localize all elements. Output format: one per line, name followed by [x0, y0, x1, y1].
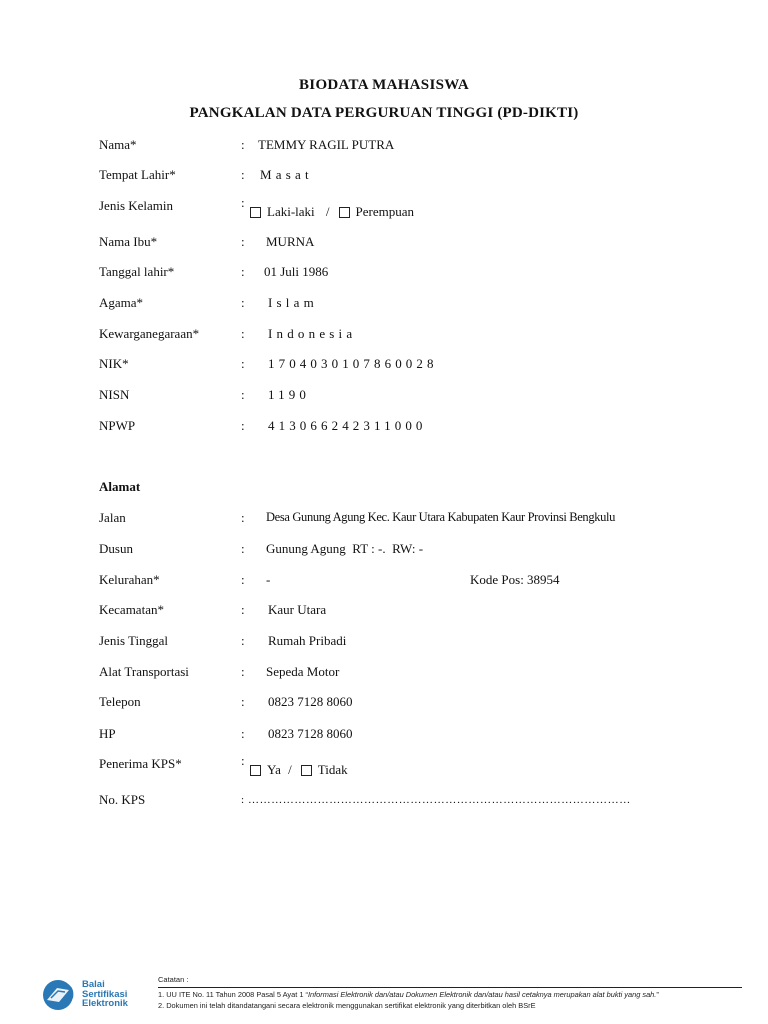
row-alat-transportasi — [0, 664, 768, 686]
value-tanggal-lahir: 01 Juli 1986 — [264, 264, 329, 279]
colon: : — [241, 664, 245, 679]
colon: : — [241, 264, 245, 279]
value-kelurahan: - — [266, 572, 271, 587]
option-perempuan: Perempuan — [355, 204, 415, 219]
value-kode-pos: Kode Pos: 38954 — [470, 572, 560, 587]
logo-line-2: Sertifikasi — [82, 988, 128, 1000]
checkbox-tidak[interactable] — [301, 765, 312, 776]
label-kewarganegaraan: Kewarganegaraan* — [99, 326, 200, 341]
row-hp — [0, 726, 768, 748]
colon: : — [241, 295, 245, 310]
label-nama-ibu: Nama Ibu* — [99, 234, 158, 249]
value-telepon: 0823 7128 8060 — [268, 694, 353, 709]
label-nisn: NISN — [99, 387, 130, 402]
row-jenis-kelamin — [0, 195, 768, 220]
checkbox-laki-laki[interactable] — [250, 207, 261, 218]
option-laki-laki: Laki-laki — [267, 204, 315, 219]
value-nama: TEMMY RAGIL PUTRA — [258, 137, 395, 152]
value-npwp: 413066242311000 — [268, 418, 427, 433]
colon: : — [241, 541, 245, 556]
row-kelurahan — [0, 572, 768, 594]
kps-options — [250, 762, 348, 778]
value-jalan: Desa Gunung Agung Kec. Kaur Utara Kabupaten Kaur Provinsi Bengkulu — [266, 510, 616, 524]
row-nisn — [0, 387, 768, 409]
value-nik: 1704030107860028 — [268, 356, 438, 371]
value-kewarganegaraan: Indonesia — [268, 326, 357, 341]
option-separator: / — [325, 204, 330, 219]
value-no-kps: : ……………………………………………………………………………………… — [241, 794, 631, 806]
colon: : — [241, 356, 245, 371]
label-jenis-kelamin: Jenis Kelamin — [99, 198, 174, 213]
row-jenis-tinggal — [0, 633, 768, 655]
row-npwp — [0, 418, 768, 440]
option-tidak: Tidak — [317, 762, 348, 777]
value-nama-ibu: MURNA — [266, 234, 315, 249]
colon: : — [241, 137, 245, 152]
checkbox-ya[interactable] — [250, 765, 261, 776]
document-subtitle: PANGKALAN DATA PERGURUAN TINGGI (PD-DIKTI) — [189, 105, 579, 121]
row-alamat-heading — [0, 479, 768, 501]
colon: : — [241, 572, 245, 587]
logo-line-3: Elektronik — [82, 998, 128, 1009]
label-jenis-tinggal: Jenis Tinggal — [99, 633, 168, 648]
row-dusun — [0, 541, 768, 563]
colon: : — [241, 167, 245, 182]
value-kecamatan: Kaur Utara — [268, 602, 327, 617]
row-nama-ibu — [0, 234, 768, 256]
colon: : — [241, 753, 245, 768]
gender-options — [250, 204, 414, 220]
logo-text — [82, 980, 128, 1009]
colon: : — [241, 726, 245, 741]
colon: : — [241, 633, 245, 648]
footer-note-1 — [158, 990, 659, 999]
label-nik: NIK* — [99, 356, 129, 371]
label-telepon: Telepon — [99, 694, 141, 709]
value-agama: Islam — [268, 295, 318, 310]
footer — [0, 960, 768, 1024]
row-agama — [0, 295, 768, 317]
row-tanggal-lahir — [0, 264, 768, 286]
row-telepon — [0, 694, 768, 716]
note1-plain: 1. UU ITE No. 11 Tahun 2008 Pasal 5 Ayat 1 “ — [158, 990, 308, 999]
logo-line-1: Balai — [82, 979, 105, 990]
footer-divider — [158, 987, 742, 988]
label-npwp: NPWP — [99, 418, 136, 433]
document-title: BIODATA MAHASISWA — [299, 77, 469, 93]
colon: : — [241, 602, 245, 617]
row-penerima-kps — [0, 753, 768, 778]
value-alat-transportasi: Sepeda Motor — [266, 664, 340, 679]
label-kelurahan: Kelurahan* — [99, 572, 160, 587]
row-tempat-lahir — [0, 167, 768, 189]
row-kecamatan — [0, 602, 768, 624]
value-nisn: 1190 — [268, 387, 310, 402]
label-nama: Nama* — [99, 137, 137, 152]
colon: : — [241, 234, 245, 249]
colon: : — [241, 694, 245, 709]
label-tempat-lahir: Tempat Lahir* — [99, 167, 176, 182]
alamat-heading: Alamat — [99, 479, 141, 494]
note1-end: ” — [656, 990, 659, 999]
value-tempat-lahir: Masat — [260, 167, 313, 182]
label-dusun: Dusun — [99, 541, 133, 556]
colon: : — [241, 510, 245, 525]
footer-note-2: 2. Dokumen ini telah ditandatangani secara elektronik menggunakan sertifikat elektronik yang diterbitkan oleh BSrE — [158, 1001, 536, 1010]
colon: : — [241, 418, 245, 433]
label-jalan: Jalan — [99, 510, 126, 525]
row-jalan — [0, 510, 768, 532]
label-tanggal-lahir: Tanggal lahir* — [99, 264, 175, 279]
label-no-kps: No. KPS — [99, 792, 146, 807]
option-ya: Ya — [267, 762, 281, 777]
row-no-kps — [0, 792, 768, 814]
label-penerima-kps: Penerima KPS* — [99, 756, 182, 771]
option-separator: / — [288, 762, 292, 777]
value-hp: 0823 7128 8060 — [268, 726, 353, 741]
catatan-label: Catatan : — [158, 975, 189, 984]
colon: : — [241, 326, 245, 341]
row-nama — [0, 137, 768, 159]
note1-italic: Informasi Elektronik dan/atau Dokumen Elektronik dan/atau hasil cetaknya merupakan alat bukti yang sah. — [307, 990, 657, 999]
value-dusun: Gunung Agung RT : -. RW: - — [266, 541, 424, 556]
checkbox-perempuan[interactable] — [339, 207, 350, 218]
row-kewarganegaraan — [0, 326, 768, 348]
label-alat-transportasi: Alat Transportasi — [99, 664, 189, 679]
colon: : — [241, 195, 245, 210]
value-jenis-tinggal: Rumah Pribadi — [268, 633, 347, 648]
label-agama: Agama* — [99, 295, 144, 310]
label-hp: HP — [99, 726, 116, 741]
row-nik — [0, 356, 768, 378]
colon: : — [241, 387, 245, 402]
label-kecamatan: Kecamatan* — [99, 602, 164, 617]
